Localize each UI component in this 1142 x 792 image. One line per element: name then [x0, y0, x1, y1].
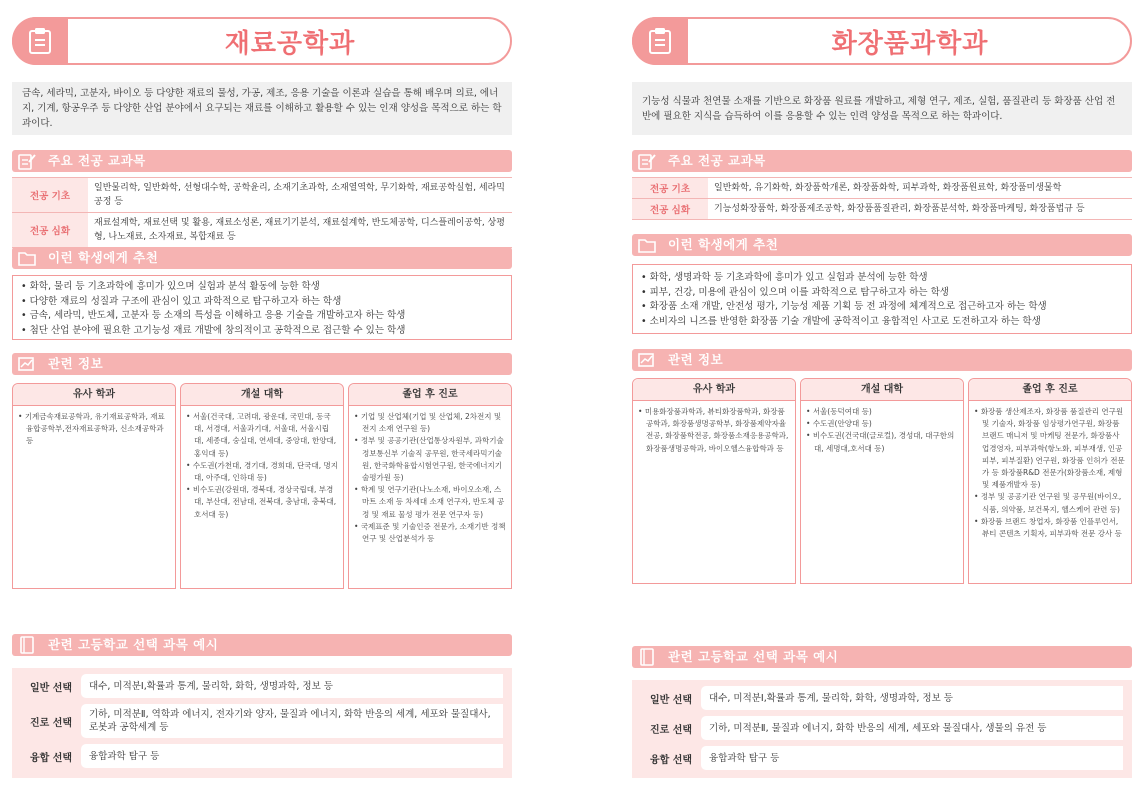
section-recommend-header [632, 234, 1132, 256]
clipboard-icon [632, 17, 688, 65]
course-content: 재료설계학, 재료선택 및 활용, 재료소성론, 재료기기분석, 재료설계학, 반도체공학, 디스플레이공학, 상평형, 나노재료, 소자재료, 복합재료 등 [88, 213, 512, 248]
folder-icon [636, 235, 658, 255]
course-label: 전공 심화 [12, 213, 88, 248]
list-item: • 화장품 소재 개발, 안전성 평가, 기능성 제품 기획 등 전 과정에 체계적으로 접근하고자 하는 학생 [641, 300, 1123, 315]
section-recommend-header [12, 247, 512, 269]
elective-label: 융합 선택 [649, 754, 693, 766]
list-item: • 기계금속재료공학과, 유기재료공학과, 재료융합공학부,전자재료공학과, 신소재공학과 등 [18, 411, 170, 448]
page-title: 화장품과학과 [831, 28, 989, 59]
list-item: • 서울(동덕여대 등) [806, 406, 958, 418]
courses-table [632, 177, 1132, 220]
section-info-header [632, 349, 1132, 371]
info-similar-column [12, 383, 176, 589]
elective-label: 일반 선택 [29, 682, 73, 694]
list-item: • 수도권(안양대 등) [806, 418, 958, 430]
elective-row [641, 686, 1123, 710]
list-item: • 첨단 산업 분야에 필요한 고기능성 재료 개발에 창의적이고 공학적으로 접근할 수 있는 학생 [21, 324, 503, 339]
info-career-column [348, 383, 512, 589]
table-row [632, 199, 1132, 220]
list-item: • 학계 및 연구기관(나노소재, 바이오소재, 스마트 소재 등 차세대 소재 연구자, 반도체 공정 및 재료 물성 평가 전문 연구자 등) [354, 484, 506, 521]
course-content: 기능성화장품학, 화장품제조공학, 화장품품질관리, 화장품분석학, 화장품마케팅, 화장품법규 등 [708, 199, 1132, 220]
info-university-column [180, 383, 344, 589]
section-title: 관련 고등학교 선택 과목 예시 [668, 649, 839, 664]
list-item: • 비수도권(강원대, 경북대, 경상국립대, 부경대, 부산대, 전남대, 전북대, 충남대, 충북대, 호서대 등) [186, 484, 338, 521]
elective-label: 진로 선택 [649, 724, 693, 736]
list-item: • 정부 및 공공기관(산업통상자원부, 과학기술정보통신부 기술직 공무원, 한국세라믹기술원, 한국화학융합시험연구원, 한국에너지기술평가원 등) [354, 435, 506, 484]
book-icon [636, 647, 658, 667]
section-title: 관련 고등학교 선택 과목 예시 [48, 637, 219, 652]
list-item: • 금속, 세라믹, 반도체, 고분자 등 소재의 특성을 이해하고 응용 기술을 개발하고자 하는 학생 [21, 309, 503, 324]
elective-value: 융합과학 탐구 등 [701, 746, 1123, 770]
list-item: • 서울(건국대, 고려대, 광운대, 국민대, 동국대, 서경대, 서울과기대, 서울대, 서울시립대, 세종대, 숭실대, 연세대, 중앙대, 한양대,홍익대 등) [186, 411, 338, 460]
course-content: 일반화학, 유기화학, 화장품학개론, 화장품화학, 피부과학, 화장품원료학, 화장품미생물학 [708, 178, 1132, 199]
column-header: 유사 학과 [13, 384, 175, 406]
electives-panel [12, 668, 512, 778]
elective-row [21, 674, 503, 698]
list-item: • 화장품 브랜드 창업자, 화장품 인플루언서, 뷰티 콘텐츠 기획자, 피부과학 전문 강사 등 [974, 516, 1126, 540]
list-item: • 기업 및 산업체(기업 및 산업체, 2차전지 및 전지 소재 연구원 등) [354, 411, 506, 435]
section-title: 주요 전공 교과목 [48, 153, 146, 168]
section-title: 주요 전공 교과목 [668, 153, 766, 168]
list-item: • 화학, 생명과학 등 기초과학에 흥미가 있고 실험과 분석에 능한 학생 [641, 271, 1123, 286]
list-item: • 다양한 재료의 성질과 구조에 관심이 있고 과학적으로 탐구하고자 하는 학생 [21, 295, 503, 310]
elective-label: 진로 선택 [29, 717, 73, 729]
elective-row [21, 744, 503, 768]
section-title: 이런 학생에게 추천 [48, 250, 159, 265]
table-row [12, 178, 512, 213]
course-label: 전공 기초 [632, 178, 708, 199]
elective-row [641, 716, 1123, 740]
recommend-box [12, 275, 512, 340]
info-university-column [800, 378, 964, 584]
electives-panel [632, 680, 1132, 778]
list-item: • 화학, 물리 등 기초과학에 흥미가 있으며 실험과 분석 활동에 능한 학생 [21, 280, 503, 295]
elective-row [641, 746, 1123, 770]
book-icon [16, 635, 38, 655]
section-electives-header [632, 646, 1132, 668]
section-info-header [12, 353, 512, 375]
folder-icon [16, 248, 38, 268]
list-item: • 미용화장품과학과, 뷰티화장품학과, 화장품공학과, 화장품생명공학부, 화장품제약자율전공, 화장품학전공, 화장품소재응용공학과, 화장품생명공학과, 바이오헬스융합학과 등 [638, 406, 790, 455]
intro-text: 금속, 세라믹, 고분자, 바이오 등 다양한 재료의 물성, 가공, 제조, 응용 기술을 이론과 실습을 통해 배우며 의료, 에너지, 기계, 항공우주 등 다양한 산업 분야에서 요구되는 재료를 이해하고 활용할 수 있는 인재 양성을 목적으로 하는 학과이다. [12, 82, 512, 135]
course-content: 일반물리학, 일반화학, 선형대수학, 공학윤리, 소재기초과학, 소재열역학, 무기화학, 재료공학실험, 세라믹공정 등 [88, 178, 512, 213]
list-item: • 국제표준 및 기술인증 전문가, 소재기반 정책 연구 및 산업분석가 등 [354, 521, 506, 545]
list-item: • 소비자의 니즈를 반영한 화장품 기술 개발에 공학적이고 융합적인 사고로 도전하고자 하는 학생 [641, 315, 1123, 330]
notepad-pen-icon [16, 151, 38, 171]
section-title: 관련 정보 [48, 356, 104, 371]
column-header: 졸업 후 진로 [969, 379, 1131, 401]
elective-value: 대수, 미적분Ⅰ,확률과 통계, 물리학, 화학, 생명과학, 정보 등 [701, 686, 1123, 710]
section-courses-header [12, 150, 512, 172]
clipboard-icon [12, 17, 68, 65]
elective-value: 융합과학 탐구 등 [81, 744, 503, 768]
section-title: 이런 학생에게 추천 [668, 237, 779, 252]
section-electives-header [12, 634, 512, 656]
table-row [12, 213, 512, 248]
page-materials-engineering [12, 0, 512, 792]
recommend-box [632, 264, 1132, 334]
list-item: • 수도권(가천대, 경기대, 경희대, 단국대, 명지대, 아주대, 인하대 등) [186, 460, 338, 484]
column-header: 개설 대학 [801, 379, 963, 401]
column-header: 졸업 후 진로 [349, 384, 511, 406]
course-label: 전공 기초 [12, 178, 88, 213]
list-item: • 피부, 건강, 미용에 관심이 있으며 이를 과학적으로 탐구하고자 하는 학생 [641, 286, 1123, 301]
elective-label: 일반 선택 [649, 694, 693, 706]
section-courses-header [632, 150, 1132, 172]
elective-value: 대수, 미적분Ⅰ,확률과 통계, 물리학, 화학, 생명과학, 정보 등 [81, 674, 503, 698]
page-title: 재료공학과 [224, 28, 356, 59]
elective-value: 기하, 미적분Ⅱ, 역학과 에너지, 전자기와 양자, 물질과 에너지, 화학 반응의 세계, 세포와 물질대사, 로봇과 공학세계 등 [81, 704, 503, 738]
column-header: 개설 대학 [181, 384, 343, 406]
list-item: • 정부 및 공공기관 연구원 및 공무원(바이오, 식품, 의약품, 보건복지, 헬스케어 관련 등) [974, 491, 1126, 515]
title-banner [12, 17, 512, 65]
list-item: • 비수도권(건국대(글로컬), 경성대, 대구한의대, 세명대,호서대 등) [806, 430, 958, 454]
section-title: 관련 정보 [668, 352, 724, 367]
page-cosmetic-science [632, 0, 1132, 792]
elective-row [21, 704, 503, 738]
elective-value: 기하, 미적분Ⅱ, 물질과 에너지, 화학 반응의 세계, 세포와 물질대사, 생물의 유전 등 [701, 716, 1123, 740]
chart-document-icon [636, 350, 658, 370]
column-header: 유사 학과 [633, 379, 795, 401]
title-banner [632, 17, 1132, 65]
courses-table [12, 177, 512, 248]
info-similar-column [632, 378, 796, 584]
intro-text: 기능성 식물과 천연물 소재를 기반으로 화장품 원료를 개발하고, 제형 연구, 제조, 실험, 품질관리 등 화장품 산업 전반에 필요한 지식을 습득하여 이를 응용할 수 있는 인력 양성을 목적으로 하는 학과이다. [632, 82, 1132, 135]
table-row [632, 178, 1132, 199]
elective-label: 융합 선택 [29, 752, 73, 764]
chart-document-icon [16, 354, 38, 374]
list-item: • 화장품 생산제조자, 화장품 품질관리 연구원 및 기술자, 화장품 임상평가연구원, 화장품 브랜드 매니저 및 마케팅 전문가, 화장품사업경영자, 피부과학(항노화, 피부재생, 인공피부, 피부질환) 연구원, 화장품 인허가 전문가 등 화장품R&D 전문가(화장품소재, 제형 및 제품개발자 등) [974, 406, 1126, 491]
info-career-column [968, 378, 1132, 584]
course-label: 전공 심화 [632, 199, 708, 220]
notepad-pen-icon [636, 151, 658, 171]
